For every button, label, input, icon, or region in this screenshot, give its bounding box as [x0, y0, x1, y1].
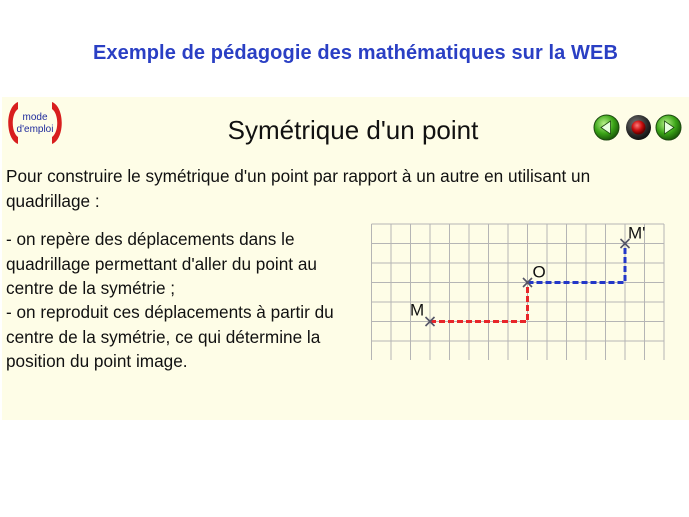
grid: [372, 224, 665, 360]
next-button[interactable]: [655, 114, 682, 141]
stop-icon: [625, 114, 652, 141]
grid-figure: [370, 222, 671, 360]
play-left-icon: [593, 114, 620, 141]
page-title: Symétrique d'un point: [227, 115, 479, 145]
intro-text: Pour construire le symétrique d'un point par rapport à un autre en utilisant un quadrillage :: [6, 166, 591, 211]
help-label-emploi: d'emploi: [16, 124, 54, 135]
bracket-icon: [4, 100, 66, 146]
point-label: M': [628, 223, 646, 243]
help-button[interactable]: [4, 100, 66, 146]
previous-button[interactable]: [593, 114, 620, 141]
site-title: Exemple de pédagogie des mathématiques sur la WEB: [92, 42, 619, 64]
help-label-mode: mode: [22, 112, 48, 123]
step-2-text: - on reproduit ces déplacements à partir du centre de la symétrie, ce qui détermine la position du point image.: [6, 302, 334, 371]
point-label: M: [410, 300, 425, 320]
stop-button[interactable]: [625, 114, 652, 141]
point-label: O: [532, 262, 546, 282]
step-1-text: - on repère des déplacements dans le quadrillage permettant d'aller du point au centre de la symétrie ;: [6, 229, 317, 298]
play-right-icon: [655, 114, 682, 141]
